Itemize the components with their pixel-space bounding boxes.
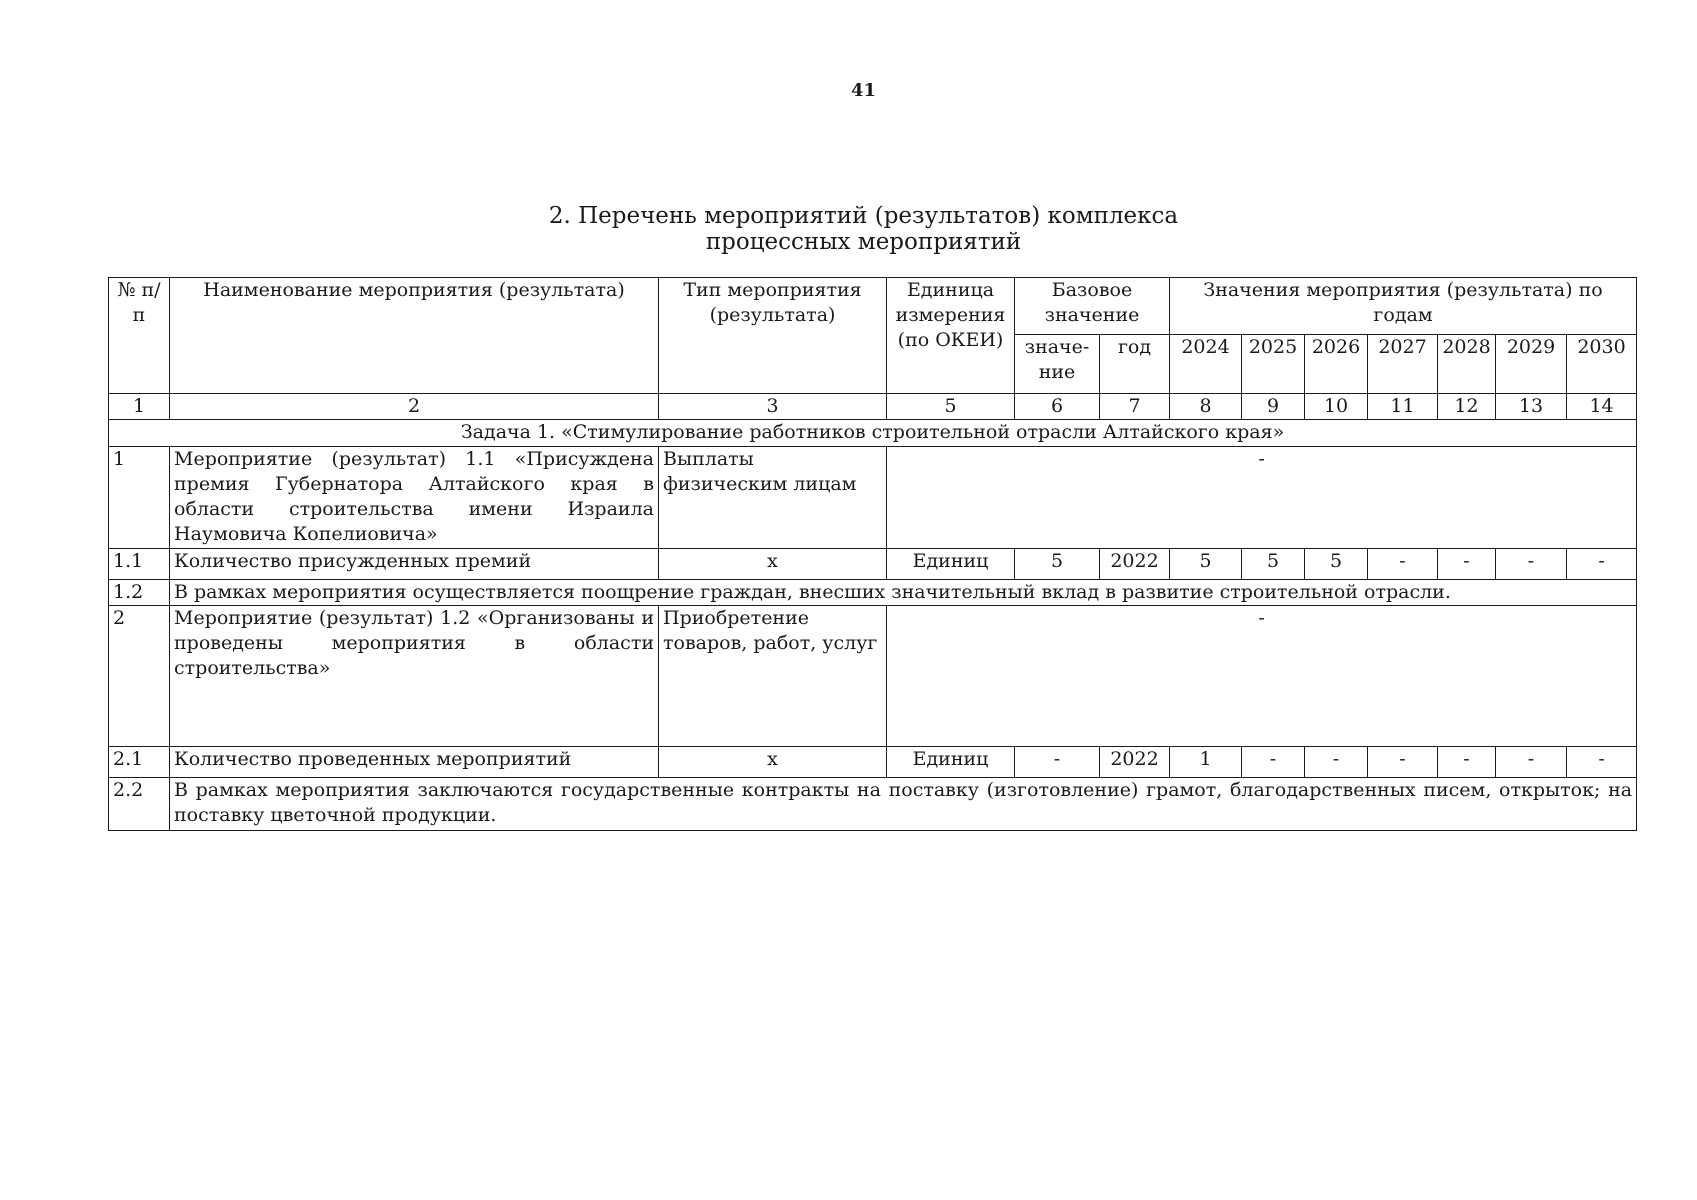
task-title: Задача 1. «Стимулирование работников строительной отрасли Алтайского края» [109,420,1637,447]
header-row-1 [109,278,1637,335]
row-type: х [659,549,887,580]
column-number: 1 [109,394,170,420]
column-number: 3 [659,394,887,420]
row-name: Мероприятие (результат) 1.2 «Организованы и проведены мероприятия в области строительства» [170,606,659,747]
page-number: 41 [850,80,877,101]
column-number: 8 [1170,394,1242,420]
row-num: 2.1 [109,747,170,778]
header-years-group: Значения мероприятия (результата) по годам [1170,278,1637,335]
table-row [109,447,1637,549]
row-values-merged: - [887,447,1637,549]
row-note: В рамках мероприятия заключаются государственные контракты на поставку (изготовление) грамот, благодарственных писем, открыток; на поставку цветочной продукции. [170,778,1637,831]
column-number: 6 [1015,394,1100,420]
row-base-value: - [1015,747,1100,778]
row-year-value: 5 [1242,549,1305,580]
header-unit: Единица измерения (по ОКЕИ) [887,278,1015,394]
row-year-value: - [1567,747,1637,778]
row-year-value: - [1496,747,1567,778]
row-num: 1 [109,447,170,549]
row-base-year: 2022 [1100,747,1170,778]
header-num: № п/п [109,278,170,394]
row-base-year: 2022 [1100,549,1170,580]
header-base-value: значе-ние [1015,335,1100,394]
column-number: 12 [1438,394,1496,420]
header-year: 2025 [1242,335,1305,394]
row-year-value: - [1438,549,1496,580]
row-year-value: - [1368,549,1438,580]
header-name: Наименование мероприятия (результата) [170,278,659,394]
table-row [109,747,1637,778]
header-base: Базовое значение [1015,278,1170,335]
task-row [109,420,1637,447]
page-title [0,203,1697,255]
row-name: Количество присужденных премий [170,549,659,580]
table-row [109,580,1637,606]
row-unit: Единиц [887,747,1015,778]
column-number: 14 [1567,394,1637,420]
row-num: 2.2 [109,778,170,831]
row-name: Мероприятие (результат) 1.1 «Присуждена премия Губернатора Алтайского края в области строительства имени Израила Наумовича Копелиовича» [170,447,659,549]
column-number: 5 [887,394,1015,420]
row-year-value: 5 [1170,549,1242,580]
row-year-value: - [1242,747,1305,778]
row-num: 1.1 [109,549,170,580]
column-numbers-row [109,394,1637,420]
table-row [109,606,1637,747]
row-year-value: - [1496,549,1567,580]
column-number: 13 [1496,394,1567,420]
header-year: 2030 [1567,335,1637,394]
header-year: 2024 [1170,335,1242,394]
table-row [109,778,1637,831]
row-type: Приобретение товаров, работ, услуг [659,606,887,747]
title-line-1: 2. Перечень мероприятий (результатов) комплекса [548,203,1179,229]
row-num: 2 [109,606,170,747]
row-num: 1.2 [109,580,170,606]
row-year-value: 1 [1170,747,1242,778]
activities-table [108,277,1637,831]
row-name: Количество проведенных мероприятий [170,747,659,778]
row-type: х [659,747,887,778]
header-year: 2027 [1368,335,1438,394]
column-number: 9 [1242,394,1305,420]
header-year: 2026 [1305,335,1368,394]
column-number: 2 [170,394,659,420]
row-values-merged: - [887,606,1637,747]
row-year-value: - [1438,747,1496,778]
row-year-value: - [1368,747,1438,778]
row-note: В рамках мероприятия осуществляется поощрение граждан, внесших значительный вклад в развитие строительной отрасли. [170,580,1637,606]
header-year: 2028 [1438,335,1496,394]
row-year-value: 5 [1305,549,1368,580]
table-row [109,549,1637,580]
header-base-year: год [1100,335,1170,394]
column-number: 11 [1368,394,1438,420]
header-type: Тип мероприятия (результата) [659,278,887,394]
row-year-value: - [1567,549,1637,580]
title-line-2: процессных мероприятий [705,229,1022,255]
row-year-value: - [1305,747,1368,778]
row-unit: Единиц [887,549,1015,580]
row-base-value: 5 [1015,549,1100,580]
header-year: 2029 [1496,335,1567,394]
row-type: Выплаты физическим лицам [659,447,887,549]
column-number: 10 [1305,394,1368,420]
column-number: 7 [1100,394,1170,420]
